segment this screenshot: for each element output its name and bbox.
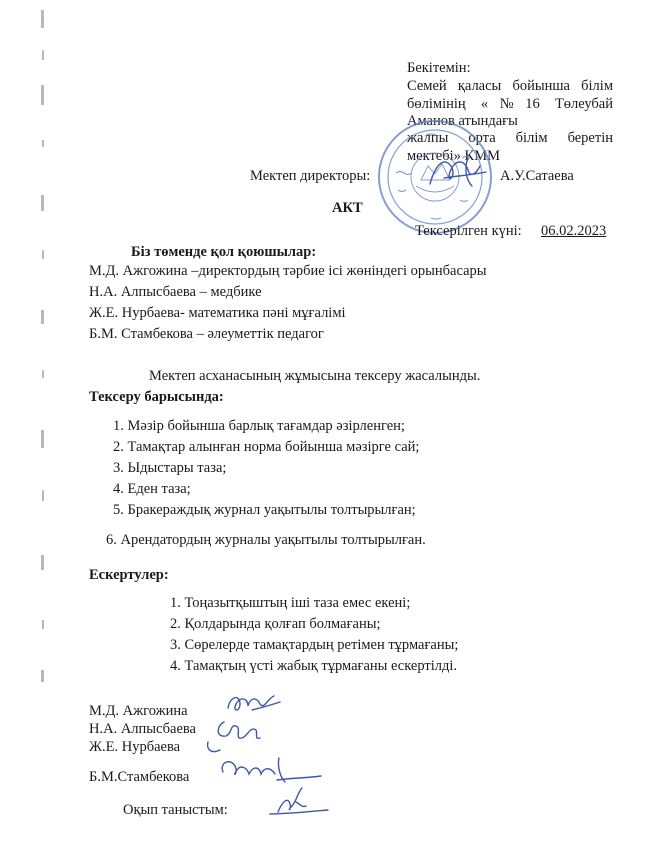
acknowledged-signature (262, 784, 332, 818)
approval-line-5: мектебі» КММ (407, 148, 500, 164)
scan-edge-marks (38, 10, 48, 690)
document-title: АКТ (332, 200, 363, 216)
approval-line-1: Семей қаласы бойынша білім (407, 78, 613, 94)
signature-2 (198, 716, 268, 756)
director-signature (424, 150, 494, 192)
finding-item: 1. Мәзір бойынша барлық тағамдар әзірленген; (113, 418, 405, 434)
signature-name: Н.А. Алпысбаева (89, 721, 196, 737)
signer-line: Ж.Е. Нурбаева- математика пәні мұғалімі (89, 305, 346, 321)
approval-line-2: бөлімінің «№16 Төлеубай (407, 96, 613, 112)
signer-line: М.Д. Ажгожина –директордың тәрбие ісі жөніндегі орынбасары (89, 263, 487, 279)
approval-line-4: жалпы орта білім беретін (407, 130, 613, 146)
signer-line: Н.А. Алпысбаева – медбике (89, 284, 262, 300)
remarks-heading: Ескертулер: (89, 567, 169, 583)
director-label: Мектеп директоры: (250, 168, 371, 184)
finding-item: 2. Тамақтар алынған норма бойынша мәзірге сай; (113, 439, 420, 455)
remark-item: 4. Тамақтың үсті жабық тұрмағаны ескертілді. (170, 658, 458, 674)
approval-line-3: Аманов атындағы (407, 113, 518, 129)
remark-item: 2. Қолдарында қолғап болмағаны; (170, 616, 381, 632)
finding-item: 6. Арендатордың журналы уақытылы толтырылған. (106, 532, 426, 548)
signer-line: Б.М. Стамбекова – әлеуметтік педагог (89, 326, 324, 342)
inspection-purpose: Мектеп асханасының жұмысына тексеру жасалынды. (149, 368, 481, 384)
director-name: А.У.Сатаева (500, 168, 574, 184)
finding-item: 4. Еден таза; (113, 481, 191, 497)
check-date-label: Тексерілген күні: (415, 223, 522, 239)
signature-3 (215, 752, 325, 788)
acknowledged-label: Оқып таныстым: (123, 802, 228, 818)
finding-item: 5. Бракераждық журнал уақытылы толтырылған; (113, 502, 416, 518)
signature-name: Б.М.Стамбекова (89, 769, 190, 785)
finding-item: 3. Ыдыстары таза; (113, 460, 227, 476)
signature-name: Ж.Е. Нурбаева (89, 739, 181, 755)
signers-intro: Біз төменде қол қоюшылар: (131, 244, 317, 260)
signature-name: М.Д. Ажгожина (89, 703, 188, 719)
remark-item: 3. Сөрелерде тамақтардың ретімен тұрмағаны; (170, 637, 459, 653)
findings-heading: Тексеру барысында: (89, 389, 224, 405)
remark-item: 1. Тоңазытқыштың іші таза емес екені; (170, 595, 411, 611)
approval-heading: Бекітемін: (407, 60, 471, 76)
check-date-value: 06.02.2023 (541, 223, 607, 239)
